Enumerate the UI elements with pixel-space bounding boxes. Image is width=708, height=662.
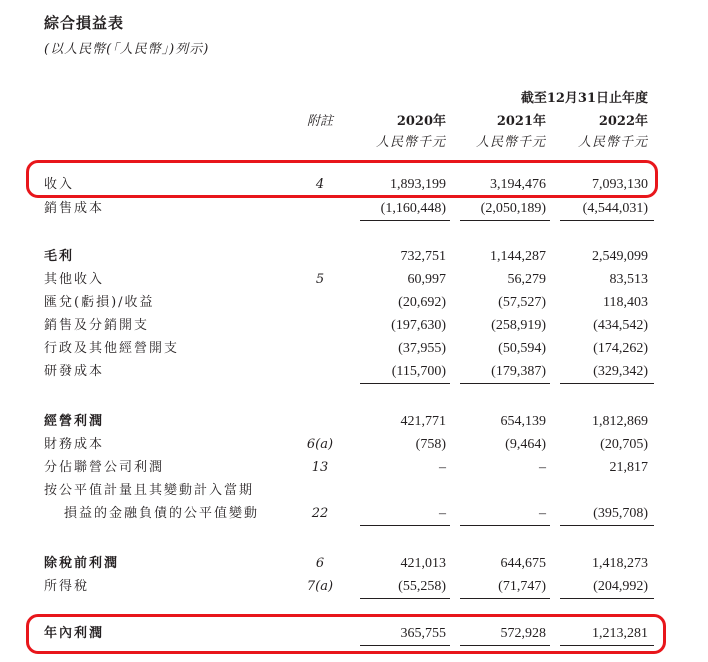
row-fx [0,292,708,314]
row-note: 5 [315,272,325,287]
underline [460,383,550,384]
row-label: 按公平值計量且其變動計入當期 [44,483,255,498]
value-2020: (37,955) [398,341,446,356]
note-column-header: 附註 [306,114,333,129]
year-header-2022: 2022年 [598,114,648,129]
value-2022: 118,403 [603,295,648,310]
value-2022: (20,705) [600,437,648,452]
value-2021: 654,139 [500,414,546,429]
year-header-2021: 2021年 [496,114,546,129]
row-label: 銷售及分銷開支 [44,318,150,333]
row-label: 年內利潤 [44,626,105,641]
row-other-income [0,269,708,291]
value-2021: 3,194,476 [490,177,546,192]
row-label: 行政及其他經營開支 [44,341,180,356]
value-2022: (329,342) [593,364,648,379]
value-2020: (20,692) [398,295,446,310]
value-2022: (395,708) [593,506,648,521]
row-profit-before-tax [0,553,708,575]
value-2020: 732,751 [400,249,446,264]
value-2022: (4,544,031) [582,201,648,216]
row-label: 銷售成本 [44,201,105,216]
row-selling-expenses [0,315,708,337]
value-2022: 21,817 [609,460,648,475]
value-2020: – [439,506,446,521]
value-2020: (197,630) [391,318,446,333]
row-label: 經營利潤 [44,414,105,429]
value-2020: 421,771 [400,414,446,429]
row-share-of-associates [0,457,708,479]
underline [360,525,450,526]
underline [560,220,654,221]
value-2021: 1,144,287 [490,249,546,264]
row-label: 所得稅 [44,579,90,594]
row-admin-expenses [0,338,708,360]
row-gross-profit [0,246,708,268]
row-rd-costs [0,361,708,383]
value-2020: – [439,460,446,475]
value-2022: (204,992) [593,579,648,594]
value-2020: (1,160,448) [380,201,446,216]
underline [460,598,550,599]
underline [560,598,654,599]
value-2020: 421,013 [400,556,446,571]
value-2022: 7,093,130 [592,177,648,192]
period-heading: 截至12月31日止年度 [520,91,648,106]
value-2020: 60,997 [407,272,446,287]
unit-header-2022: 人民幣千元 [577,135,648,150]
row-label: 其他收入 [44,272,105,287]
underline [360,598,450,599]
row-income-tax [0,576,708,598]
value-2022: 1,213,281 [592,626,648,641]
value-2021: 56,279 [507,272,546,287]
value-2022: 1,812,869 [592,414,648,429]
underline [360,220,450,221]
underline [560,525,654,526]
value-2021: (9,464) [505,437,546,452]
year-header-2020: 2020年 [396,114,446,129]
row-label: 收入 [44,177,75,192]
row-fair-value-line1 [0,480,708,502]
value-2021: (57,527) [498,295,546,310]
value-2020: (758) [415,437,446,452]
row-label: 財務成本 [44,437,105,452]
row-note: 4 [315,177,325,192]
row-label: 研發成本 [44,364,105,379]
value-2022: 83,513 [609,272,648,287]
row-label: 毛利 [44,249,75,264]
value-2021: (50,594) [498,341,546,356]
value-2021: 572,928 [500,626,546,641]
row-label: 匯兌(虧損)/收益 [44,295,155,310]
row-note: 6(a) [306,437,334,452]
value-2021: (2,050,189) [480,201,546,216]
row-note: 6 [315,556,325,571]
value-2021: (258,919) [491,318,546,333]
value-2021: – [539,506,546,521]
highlight-revenue-box [26,160,658,198]
value-2020: 1,893,199 [390,177,446,192]
unit-header-2021: 人民幣千元 [475,135,546,150]
row-label: 除稅前利潤 [44,556,120,571]
highlight-profit-box [26,614,666,654]
value-2021: 644,675 [500,556,546,571]
value-2022: (434,542) [593,318,648,333]
underline [460,220,550,221]
currency-note: (以人民幣(「人民幣」)列示) [44,42,210,57]
value-2021: (179,387) [491,364,546,379]
row-note: 22 [311,506,329,521]
row-cost-of-sales [0,198,708,220]
row-operating-profit [0,411,708,433]
value-2021: – [539,460,546,475]
statement-title: 綜合損益表 [44,14,125,32]
row-label: 損益的金融負債的公平值變動 [64,506,260,521]
underline [460,525,550,526]
value-2022: 1,418,273 [592,556,648,571]
value-2022: 2,549,099 [592,249,648,264]
row-finance-costs [0,434,708,456]
unit-header-2020: 人民幣千元 [375,135,446,150]
value-2020: (55,258) [398,579,446,594]
value-2020: (115,700) [391,364,446,379]
row-label: 分佔聯營公司利潤 [44,460,165,475]
value-2021: (71,747) [498,579,546,594]
row-note: 13 [311,460,329,475]
value-2020: 365,755 [400,626,446,641]
underline [560,383,654,384]
value-2022: (174,262) [593,341,648,356]
underline [360,383,450,384]
row-note: 7(a) [306,579,334,594]
row-fair-value-change [0,503,708,525]
